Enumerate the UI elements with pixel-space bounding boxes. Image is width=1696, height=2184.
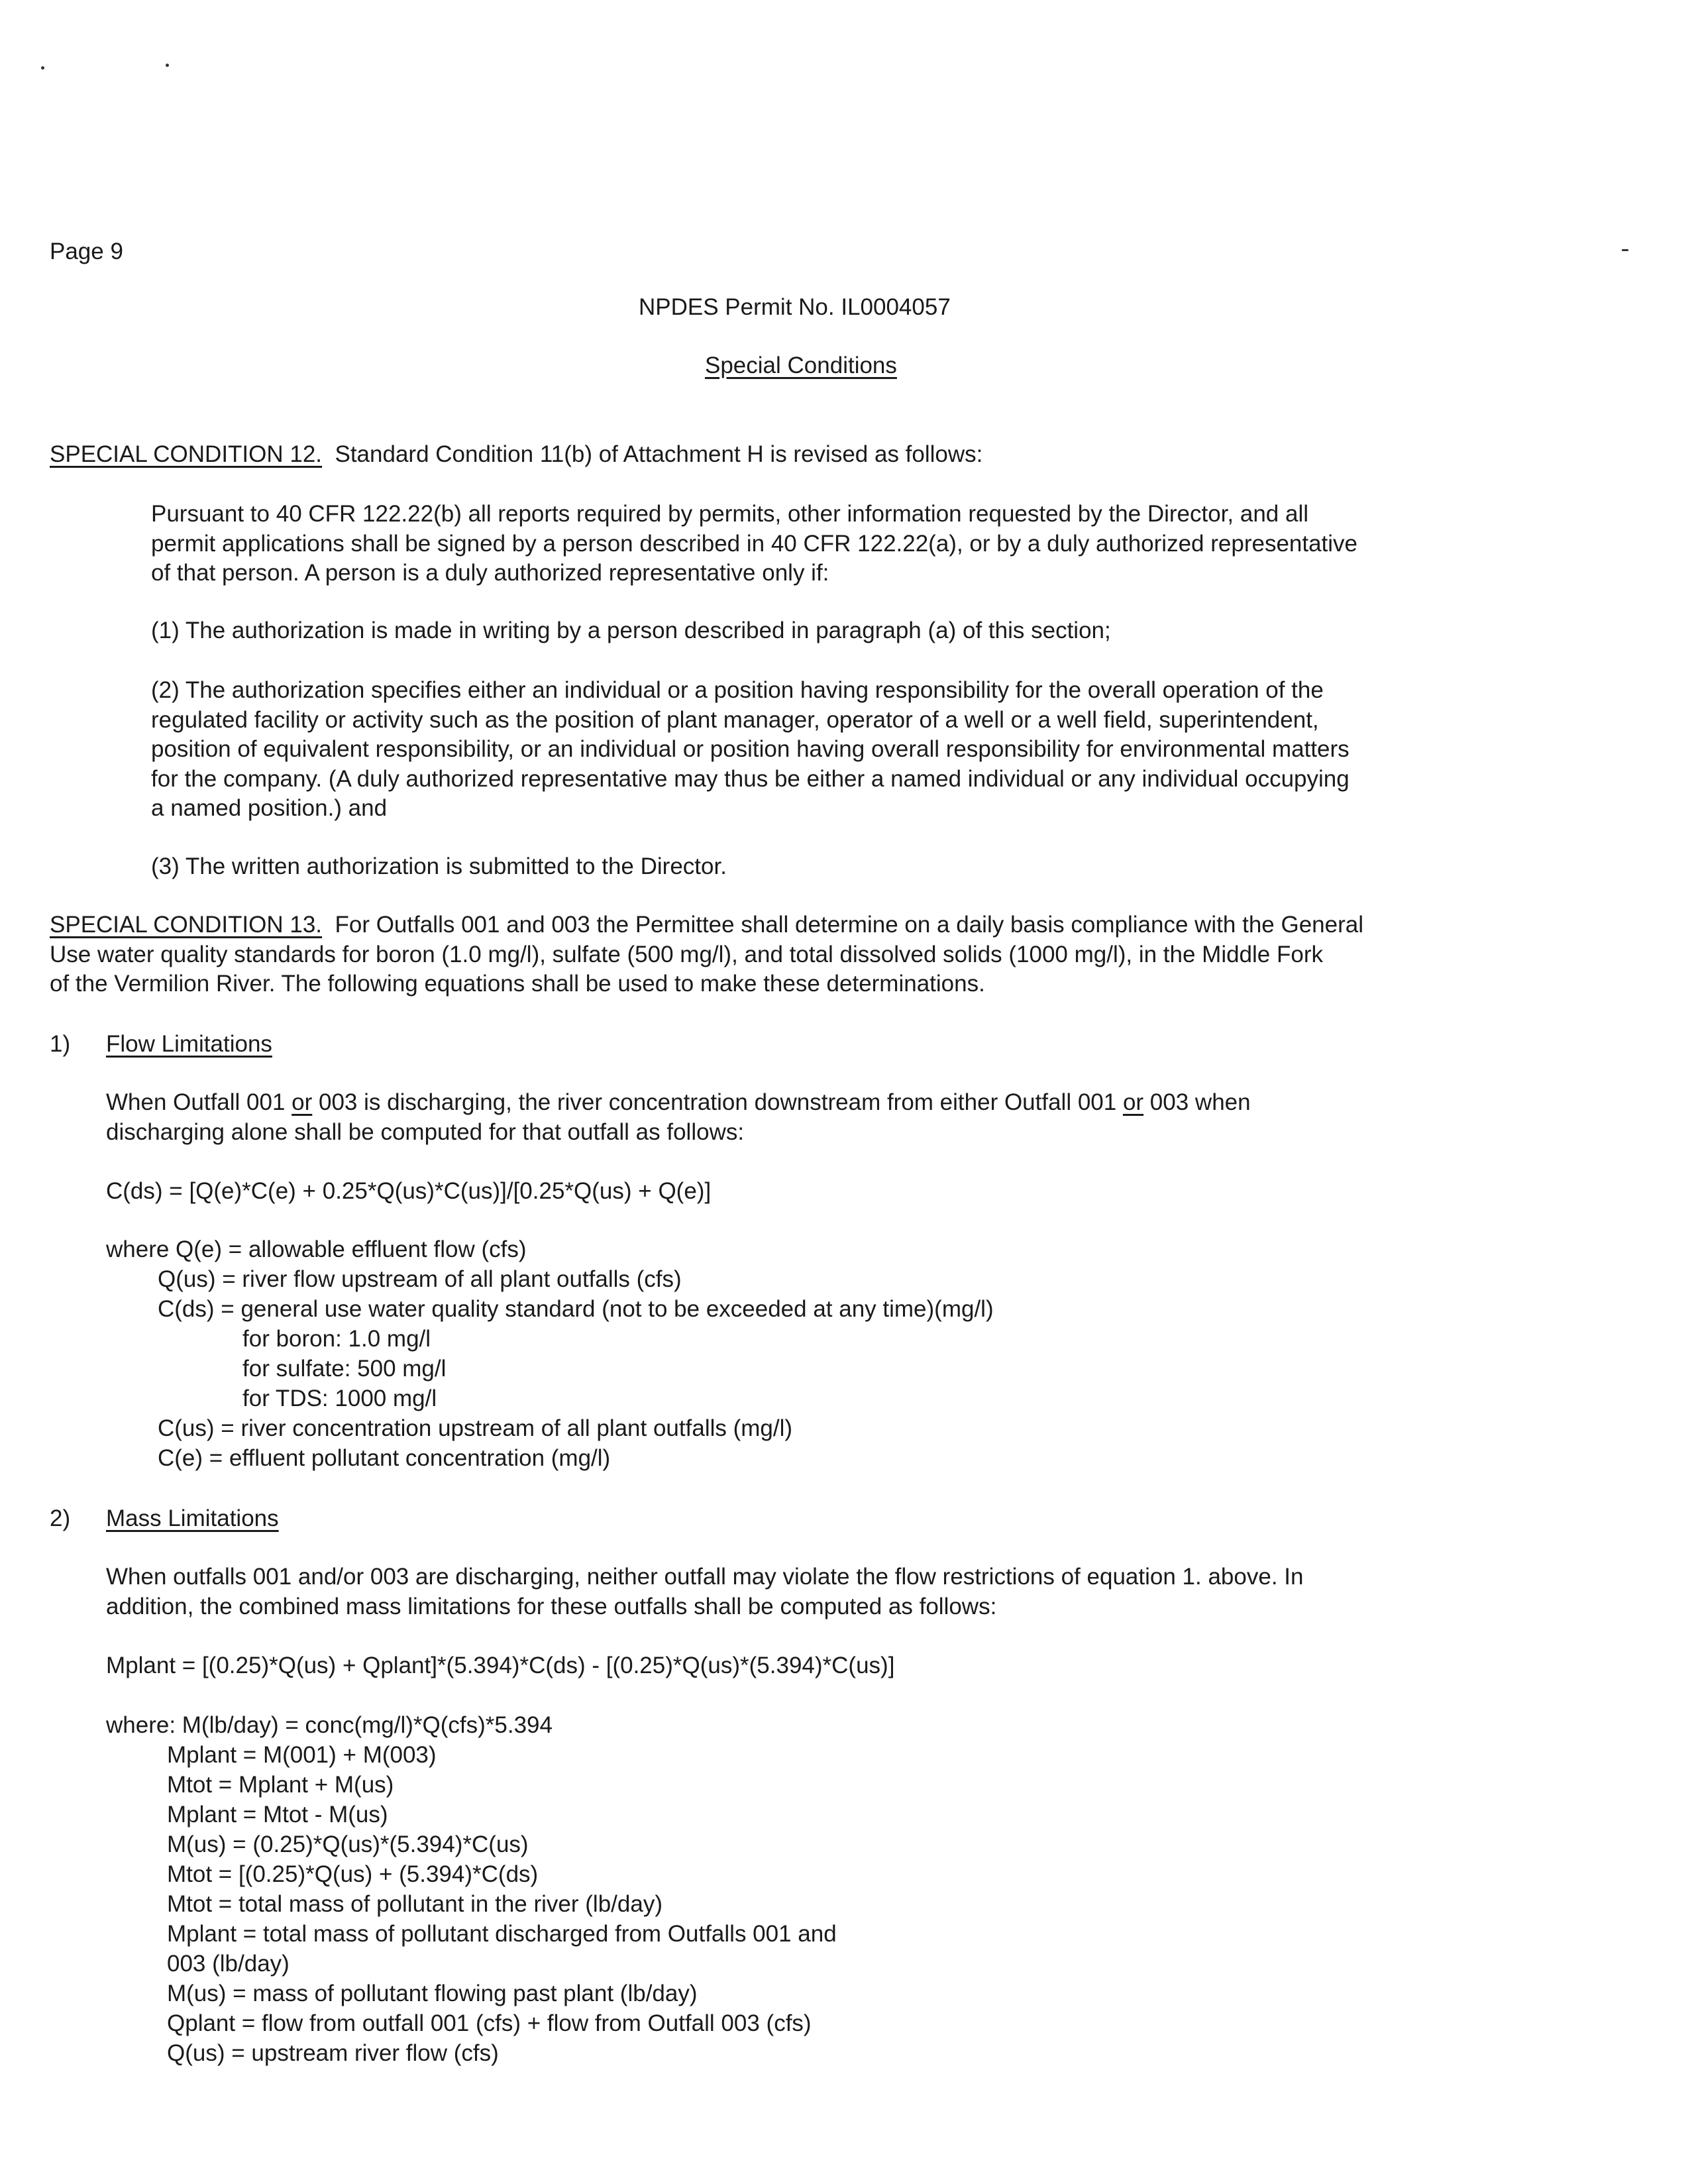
special-condition-12-heading-line bbox=[50, 440, 982, 469]
paragraph-line: Pursuant to 40 CFR 122.22(b) all reports required by permits, other information requested by the Director, and all bbox=[151, 501, 1308, 527]
paragraph-text: 003 when bbox=[1143, 1089, 1251, 1115]
paragraph-text: When Outfall 001 bbox=[106, 1089, 292, 1115]
paragraph-text: For Outfalls 001 and 003 the Permittee shall determine on a daily basis compliance with the General bbox=[335, 912, 1363, 938]
paragraph-line: position of equivalent responsibility, or an individual or position having overall responsibility for environmental matters bbox=[151, 736, 1350, 762]
where-line: Mplant = M(001) + M(003) bbox=[167, 1742, 437, 1768]
paragraph-line: discharging alone shall be computed for that outfall as follows: bbox=[106, 1119, 745, 1145]
where-line: Mplant = total mass of pollutant discharged from Outfalls 001 and bbox=[167, 1921, 837, 1947]
paragraph-line: When outfalls 001 and/or 003 are discharging, neither outfall may violate the flow restrictions of equation 1. above. In bbox=[106, 1564, 1304, 1590]
where-line: Q(us) = river flow upstream of all plant outfalls (cfs) bbox=[158, 1266, 682, 1292]
where-line: M(us) = mass of pollutant flowing past plant (lb/day) bbox=[167, 1981, 698, 2006]
scan-speck bbox=[1622, 249, 1628, 251]
paragraph-line bbox=[50, 910, 1456, 940]
scan-speck bbox=[41, 66, 44, 70]
where-line: where: M(lb/day) = conc(mg/l)*Q(cfs)*5.394 bbox=[106, 1712, 553, 1738]
special-condition-12-heading: SPECIAL CONDITION 12. bbox=[50, 441, 323, 467]
where-line: Mtot = [(0.25)*Q(us) + (5.394)*C(ds) bbox=[167, 1861, 539, 1887]
paragraph-line: a named position.) and bbox=[151, 795, 388, 821]
where-line: C(e) = effluent pollutant concentration (mg/l) bbox=[158, 1445, 611, 1471]
paragraph-line: (2) The authorization specifies either an individual or a position having responsibility for the overall operation of the bbox=[151, 677, 1324, 703]
where-line: M(us) = (0.25)*Q(us)*(5.394)*C(us) bbox=[167, 1831, 529, 1857]
paragraph-line: Use water quality standards for boron (1.0 mg/l), sulfate (500 mg/l), and total dissolved solids (1000 mg/l), in the Middle Fork bbox=[50, 941, 1323, 967]
paragraph-line: addition, the combined mass limitations for these outfalls shall be computed as follows: bbox=[106, 1593, 997, 1619]
paragraph-line: permit applications shall be signed by a person described in 40 CFR 122.22(a), or by a duly authorized representative bbox=[151, 530, 1358, 557]
paragraph-line: regulated facility or activity such as the position of plant manager, operator of a well or a well field, superintendent, bbox=[151, 706, 1319, 733]
flow-paragraph bbox=[106, 1088, 1456, 1147]
section-title: Special Conditions bbox=[705, 353, 897, 378]
flow-number: 1) bbox=[50, 1031, 71, 1057]
page-label: Page 9 bbox=[50, 239, 123, 264]
special-condition-13-paragraph bbox=[50, 910, 1456, 999]
paragraph-line: of that person. A person is a duly authorized representative only if: bbox=[151, 560, 829, 586]
mass-equation: Mplant = [(0.25)*Q(us) + Qplant]*(5.394)*C(ds) - [(0.25)*Q(us)*(5.394)*C(us)] bbox=[106, 1653, 895, 1678]
where-line: C(ds) = general use water quality standard (not to be exceeded at any time)(mg/l) bbox=[158, 1296, 994, 1322]
where-line: for boron: 1.0 mg/l bbox=[242, 1326, 431, 1352]
permit-number: NPDES Permit No. IL0004057 bbox=[639, 294, 951, 320]
where-line: for sulfate: 500 mg/l bbox=[242, 1356, 447, 1382]
where-line: Qplant = flow from outfall 001 (cfs) + flow from Outfall 003 (cfs) bbox=[167, 2010, 812, 2036]
special-condition-12-paragraph bbox=[151, 500, 1456, 588]
where-line: C(us) = river concentration upstream of all plant outfalls (mg/l) bbox=[158, 1415, 793, 1441]
where-line: 003 (lb/day) bbox=[167, 1951, 290, 1977]
flow-limitations-heading: Flow Limitations bbox=[106, 1031, 272, 1057]
item-2 bbox=[151, 676, 1456, 824]
special-condition-12-intro: Standard Condition 11(b) of Attachment H is revised as follows: bbox=[335, 441, 983, 467]
special-condition-13-heading: SPECIAL CONDITION 13. bbox=[50, 912, 323, 938]
mass-paragraph bbox=[106, 1562, 1456, 1621]
mass-limitations-heading: Mass Limitations bbox=[106, 1505, 279, 1531]
item-1: (1) The authorization is made in writing by a person described in paragraph (a) of this section; bbox=[151, 618, 1111, 643]
paragraph-line: for the company. (A duly authorized representative may thus be either a named individual or any individual occupying bbox=[151, 765, 1350, 792]
paragraph-line: of the Vermilion River. The following equations shall be used to make these determinations. bbox=[50, 971, 985, 997]
paragraph-line bbox=[106, 1088, 1456, 1118]
where-line: Mtot = total mass of pollutant in the river (lb/day) bbox=[167, 1891, 662, 1917]
emphasis-or: or bbox=[292, 1089, 313, 1115]
mass-number: 2) bbox=[50, 1505, 71, 1531]
where-line: where Q(e) = allowable effluent flow (cfs) bbox=[106, 1236, 527, 1262]
emphasis-or: or bbox=[1122, 1089, 1144, 1115]
flow-equation: C(ds) = [Q(e)*C(e) + 0.25*Q(us)*C(us)]/[0.25*Q(us) + Q(e)] bbox=[106, 1178, 712, 1204]
item-3: (3) The written authorization is submitted to the Director. bbox=[151, 853, 727, 879]
where-line: Mplant = Mtot - M(us) bbox=[167, 1802, 388, 1828]
scan-speck bbox=[166, 64, 169, 67]
where-line: Mtot = Mplant + M(us) bbox=[167, 1772, 394, 1798]
where-line: for TDS: 1000 mg/l bbox=[242, 1386, 437, 1411]
paragraph-text: 003 is discharging, the river concentration downstream from either Outfall 001 bbox=[312, 1089, 1123, 1115]
where-line: Q(us) = upstream river flow (cfs) bbox=[167, 2040, 499, 2066]
